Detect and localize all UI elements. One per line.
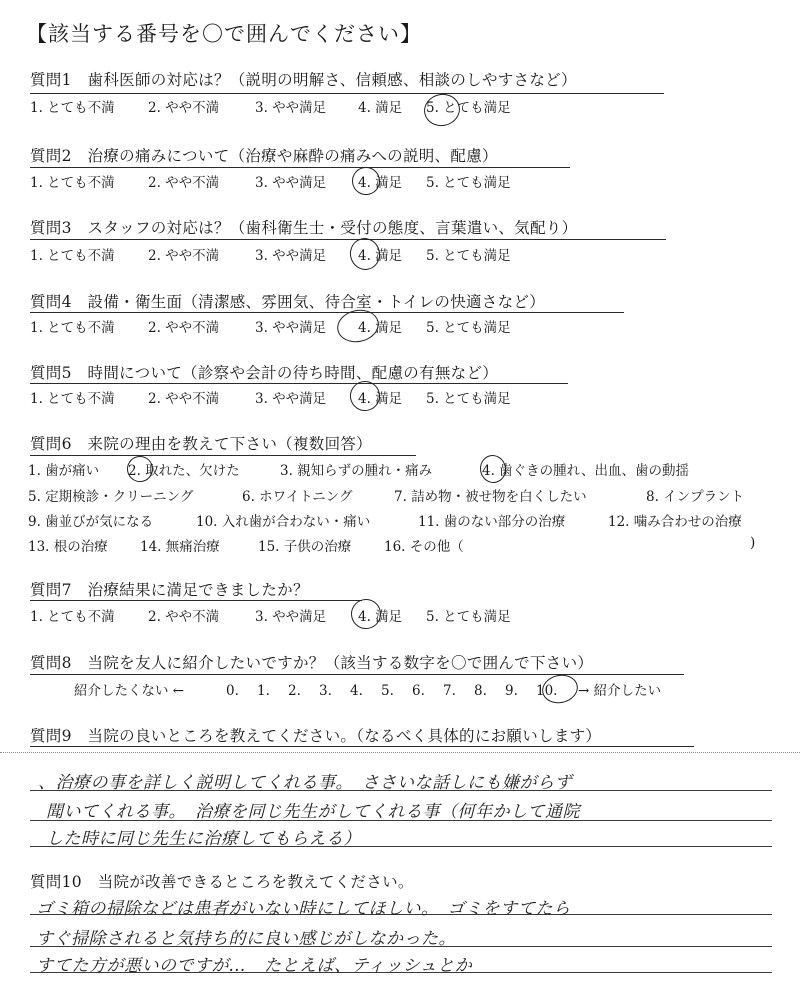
q8-right-label: → 紹介したい [578, 683, 662, 699]
q6-option-12[interactable]: 12. 噛み合わせの治療 [608, 514, 742, 530]
q5-option-2[interactable]: 2. やや不満 [148, 391, 220, 407]
q6-answer-circle-4 [477, 453, 508, 486]
question-1-underline [30, 93, 664, 94]
q8-option-2[interactable]: 2. [288, 683, 301, 699]
q4-option-4[interactable]: 4. 満足 [358, 320, 403, 336]
q5-option-4[interactable]: 4. 満足 [358, 391, 403, 407]
question-2-label: 質問2 治療の痛みについて（治療や麻酔の痛みへの説明、配慮） [30, 147, 498, 165]
q8-option-8[interactable]: 8. [474, 683, 487, 699]
q3-option-1[interactable]: 1. とても不満 [30, 248, 115, 264]
q6-option-8[interactable]: 8. インプラント [646, 489, 745, 505]
question-4-label: 質問4 設備・衛生面（清潔感、雰囲気、待合室・トイレの快適さなど） [30, 293, 545, 311]
q6-option-4[interactable]: 4. 歯ぐきの腫れ、出血、歯の動揺 [482, 463, 689, 479]
q6-row-3[interactable] [28, 510, 742, 530]
q1-option-3[interactable]: 3. やや満足 [255, 100, 327, 116]
q8-left-label: 紹介したくない ← [74, 683, 185, 699]
q2-option-3[interactable]: 3. やや満足 [255, 175, 327, 191]
question-4-options[interactable] [30, 316, 511, 336]
form-title: 【該当する番号を〇で囲んでください】 [26, 22, 422, 46]
q8-option-10[interactable]: 10. [536, 683, 558, 699]
question-7-underline [30, 600, 362, 601]
q7-option-2[interactable]: 2. やや不満 [148, 609, 220, 625]
q7-option-3[interactable]: 3. やや満足 [255, 609, 327, 625]
q3-option-5[interactable]: 5. とても満足 [426, 248, 511, 264]
q6-option-9[interactable]: 9. 歯並びが気になる [28, 514, 154, 530]
q10-handwritten-line-2: すぐ掃除されると気持ち的に良い感じがしなかった。 [36, 929, 456, 949]
q8-option-1[interactable]: 1. [257, 683, 270, 699]
q8-option-3[interactable]: 3. [319, 683, 332, 699]
q6-option-1[interactable]: 1. 歯が痛い [28, 463, 100, 479]
q8-option-5[interactable]: 5. [381, 683, 394, 699]
q6-option-15[interactable]: 15. 子供の治療 [258, 539, 352, 555]
q10-handwritten-line-1: ゴミ箱の掃除などは患者がいない時にしてほしい。 ゴミをすてたら [36, 899, 571, 919]
q1-option-4[interactable]: 4. 満足 [358, 100, 403, 116]
question-2-underline [30, 167, 570, 168]
question-7-label: 質問7 治療結果に満足できましたか？ [30, 581, 309, 599]
q7-option-5[interactable]: 5. とても満足 [426, 609, 511, 625]
q6-option-13[interactable]: 13. 根の治療 [28, 539, 108, 555]
q8-option-7[interactable]: 7. [443, 683, 456, 699]
q6-option-2[interactable]: 2. 取れた、欠けた [128, 463, 240, 479]
q2-answer-circle [349, 164, 382, 197]
q6-row-2[interactable] [28, 485, 744, 505]
q6-option-11[interactable]: 11. 歯のない部分の治療 [418, 514, 566, 530]
q1-option-5[interactable]: 5. とても満足 [426, 100, 511, 116]
q1-option-1[interactable]: 1. とても不満 [30, 100, 115, 116]
q7-option-1[interactable]: 1. とても不満 [30, 609, 115, 625]
question-9-label: 質問9 当院の良いところを教えてください。（なるべく具体的にお願いします） [30, 727, 602, 745]
question-4-underline [30, 312, 624, 313]
q9-handwritten-line-3: した時に同じ先生に治療してもらえる） [46, 829, 361, 849]
q6-row-4[interactable] [28, 535, 464, 555]
q2-option-2[interactable]: 2. やや不満 [148, 175, 220, 191]
q8-answer-circle [539, 672, 580, 707]
q4-option-3[interactable]: 3. やや満足 [255, 320, 327, 336]
q10-handwritten-line-3: すてた方が悪いのですが… たとえば、ティッシュとか [36, 956, 473, 976]
q6-option-3[interactable]: 3. 親知らずの腫れ・痛み [280, 463, 433, 479]
q2-option-4[interactable]: 4. 満足 [358, 175, 403, 191]
q8-option-6[interactable]: 6. [412, 683, 425, 699]
question-7-options[interactable] [30, 605, 511, 625]
q4-option-5[interactable]: 5. とても満足 [426, 320, 511, 336]
question-9-underline [30, 746, 694, 747]
q6-option-14[interactable]: 14. 無痛治療 [140, 539, 220, 555]
q7-answer-circle [348, 596, 384, 632]
q4-option-2[interactable]: 2. やや不満 [148, 320, 220, 336]
q6-other-close-paren: ) [750, 535, 756, 551]
q3-option-3[interactable]: 3. やや満足 [255, 248, 327, 264]
q3-option-2[interactable]: 2. やや不満 [148, 248, 220, 264]
question-8-label: 質問8 当院を友人に紹介したいですか？（該当する数字を〇で囲んで下さい） [30, 654, 594, 672]
q5-option-1[interactable]: 1. とても不満 [30, 391, 115, 407]
question-5-options[interactable] [30, 387, 511, 407]
question-10-label: 質問10 当院が改善できるところを教えてください。 [30, 873, 414, 891]
q8-option-9[interactable]: 9. [505, 683, 518, 699]
question-5-label: 質問5 時間について（診察や会計の待ち時間、配慮の有無など） [30, 364, 499, 382]
q5-option-3[interactable]: 3. やや満足 [255, 391, 327, 407]
q3-option-4[interactable]: 4. 満足 [358, 248, 403, 264]
q8-option-0[interactable]: 0. [226, 683, 239, 699]
q9-handwritten-line-1: 、治療の事を詳しく説明してくれる事。 ささいな話しにも嫌がらず [38, 773, 572, 793]
q6-option-6[interactable]: 6. ホワイトニング [242, 489, 353, 505]
q6-option-7[interactable]: 7. 詰め物・被せ物を白くしたい [394, 489, 587, 505]
q6-option-10[interactable]: 10. 入れ歯が合わない・痛い [196, 514, 371, 530]
q6-option-16[interactable]: 16. その他（ [384, 539, 464, 555]
question-5-underline [30, 383, 568, 384]
q1-option-2[interactable]: 2. やや不満 [148, 100, 220, 116]
question-8-underline [30, 674, 684, 675]
q2-option-1[interactable]: 1. とても不満 [30, 175, 115, 191]
question-6-underline [30, 455, 416, 456]
page-fold-line [0, 752, 800, 753]
q6-option-5[interactable]: 5. 定期検診・クリーニング [28, 489, 194, 505]
question-3-options[interactable] [30, 244, 511, 264]
question-1-label: 質問1 歯科医師の対応は？（説明の明解さ、信頼感、相談のしやすさなど） [30, 71, 577, 89]
question-3-underline [30, 239, 666, 240]
q3-answer-circle [347, 235, 383, 273]
q7-option-4[interactable]: 4. 満足 [358, 609, 403, 625]
q8-option-4[interactable]: 4. [350, 683, 363, 699]
q5-option-5[interactable]: 5. とても満足 [426, 391, 511, 407]
question-6-label: 質問6 来院の理由を教えて下さい（複数回答） [30, 435, 372, 453]
question-2-options[interactable] [30, 171, 511, 191]
q4-option-1[interactable]: 1. とても不満 [30, 320, 115, 336]
question-3-label: 質問3 スタッフの対応は？（歯科衛生士・受付の態度、言葉遣い、気配り） [30, 219, 578, 237]
q9-handwritten-line-2: 聞いてくれる事。 治療を同じ先生がしてくれる事（何年かして通院 [46, 802, 580, 822]
q2-option-5[interactable]: 5. とても満足 [426, 175, 511, 191]
